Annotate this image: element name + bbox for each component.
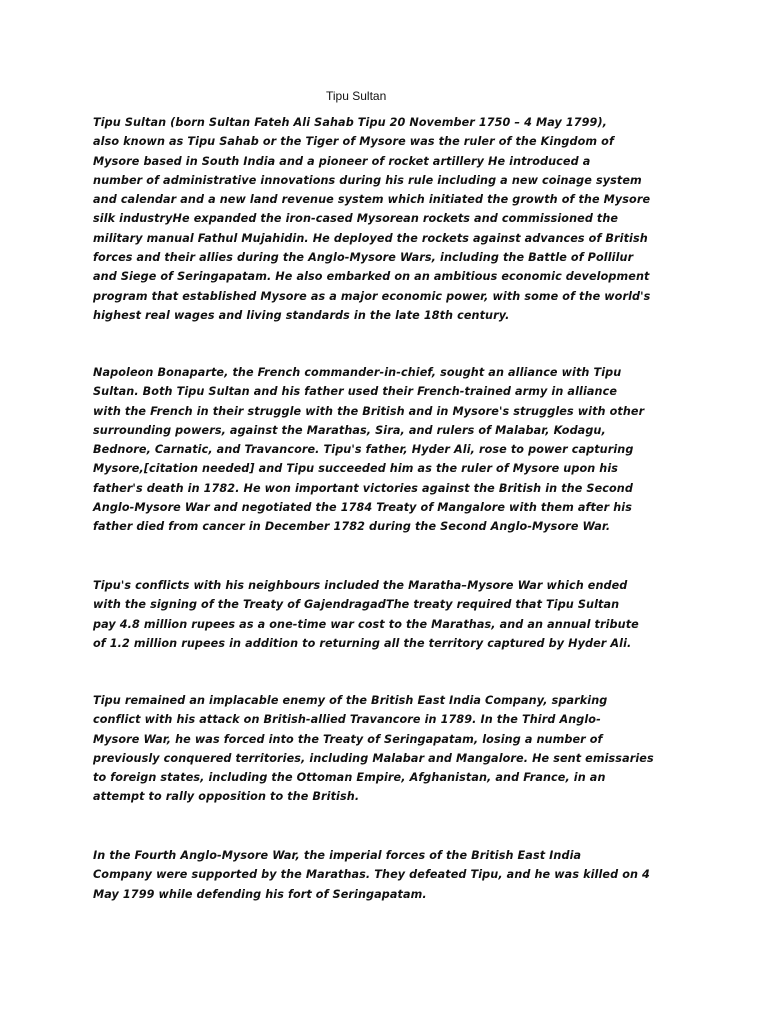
text-line: highest real wages and living standards in the late 18th century.: [93, 308, 510, 322]
paragraph-3: [93, 576, 683, 653]
text-line: also known as Tipu Sahab or the Tiger of Mysore was the ruler of the Kingdom of: [93, 135, 614, 149]
text-line: previously conquered territories, including Malabar and Mangalore. He sent emissaries: [93, 751, 654, 765]
text-line: with the signing of the Treaty of GajendragadThe treaty required that Tipu Sultan: [93, 598, 620, 612]
text-line: pay 4.8 million rupees as a one-time war cost to the Marathas, and an annual tribute: [93, 617, 639, 631]
text-line: and Siege of Seringapatam. He also embarked on an ambitious economic development: [93, 270, 650, 284]
text-line: father died from cancer in December 1782 during the Second Anglo-Mysore War.: [93, 520, 611, 534]
text-line: number of administrative innovations during his rule including a new coinage system: [93, 173, 642, 187]
text-line: Tipu remained an implacable enemy of the British East India Company, sparking: [93, 694, 608, 707]
text-line: silk industryHe expanded the iron-cased Mysorean rockets and commissioned the: [93, 212, 619, 226]
text-line: Company were supported by the Marathas. They defeated Tipu, and he was killed on 4: [93, 868, 650, 882]
text-line: Napoleon Bonaparte, the French commander-in-chief, sought an alliance with Tipu: [93, 366, 622, 379]
paragraph-2: [93, 363, 683, 537]
text-line: Bednore, Carnatic, and Travancore. Tipu's father, Hyder Ali, rose to power capturing: [93, 443, 634, 457]
text-line: forces and their allies during the Anglo-Mysore Wars, including the Battle of Pollilur: [93, 251, 634, 265]
text-line: Tipu Sultan (born Sultan Fateh Ali Sahab Tipu 20 November 1750 – 4 May 1799),: [93, 116, 608, 129]
text-line: Anglo-Mysore War and negotiated the 1784 Treaty of Mangalore with them after his: [93, 501, 632, 515]
text-line: of 1.2 million rupees in addition to returning all the territory captured by Hyder Ali.: [93, 636, 632, 650]
text-line: military manual Fathul Mujahidin. He deployed the rockets against advances of British: [93, 231, 648, 245]
text-line: Tipu's conflicts with his neighbours included the Maratha–Mysore War which ended: [93, 579, 628, 592]
text-line: program that established Mysore as a major economic power, with some of the world's: [93, 289, 651, 303]
paragraph-5: [93, 846, 683, 904]
text-line: attempt to rally opposition to the British.: [93, 790, 360, 804]
text-line: to foreign states, including the Ottoman Empire, Afghanistan, and France, in an: [93, 771, 606, 785]
text-line: Mysore War, he was forced into the Treaty of Seringapatam, losing a number of: [93, 732, 603, 746]
document-title: Tipu Sultan: [326, 89, 387, 103]
text-line: Sultan. Both Tipu Sultan and his father used their French-trained army in alliance: [93, 385, 618, 399]
text-line: with the French in their struggle with the British and in Mysore's struggles with other: [93, 404, 645, 418]
paragraph-4: [93, 691, 683, 807]
paragraph-1: [93, 113, 683, 325]
text-line: surrounding powers, against the Marathas, Sira, and rulers of Malabar, Kodagu,: [93, 423, 606, 437]
text-line: and calendar and a new land revenue system which initiated the growth of the Mysore: [93, 193, 651, 207]
text-line: Mysore based in South India and a pioneer of rocket artillery He introduced a: [93, 154, 591, 168]
text-line: May 1799 while defending his fort of Seringapatam.: [93, 887, 427, 901]
text-line: In the Fourth Anglo-Mysore War, the imperial forces of the British East India: [93, 849, 582, 862]
text-line: father's death in 1782. He won important victories against the British in the Second: [93, 481, 633, 495]
text-line: conflict with his attack on British-allied Travancore in 1789. In the Third Anglo-: [93, 713, 601, 727]
text-line: Mysore,[citation needed] and Tipu succeeded him as the ruler of Mysore upon his: [93, 462, 619, 476]
